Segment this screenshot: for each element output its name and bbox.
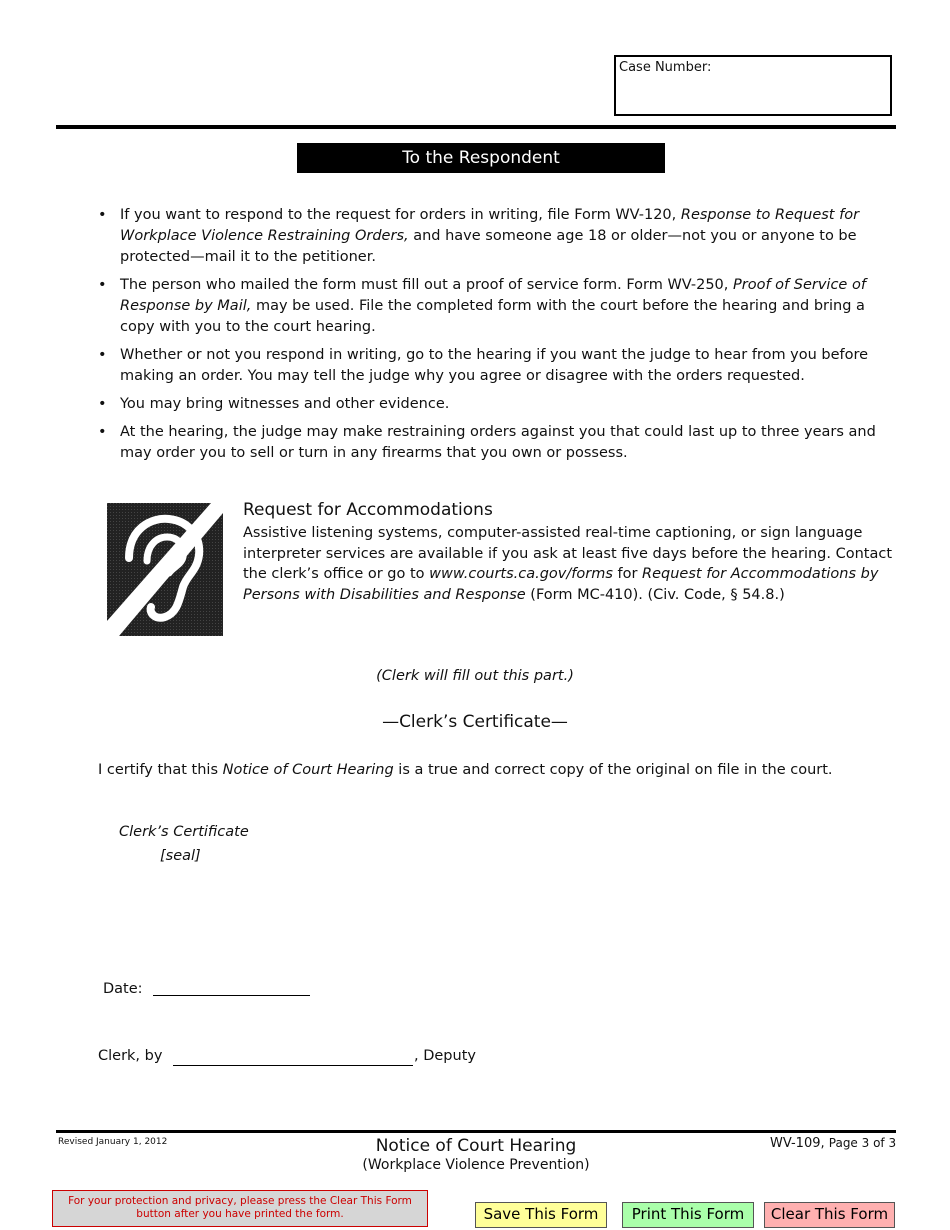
section-title: To the Respondent	[297, 143, 665, 173]
bullet-text: Whether or not you respond in writing, go to the hearing if you want the judge to hear from you before making an order. You may tell the judge why you agree or disagree with the orders requested.	[120, 347, 869, 384]
footer-subtitle: (Workplace Violence Prevention)	[362, 1157, 590, 1173]
accommodations-text: for	[612, 566, 643, 582]
footer-title: Notice of Court Hearing	[375, 1136, 577, 1156]
hearing-assistance-icon	[107, 503, 223, 636]
accommodations-text: Assistive listening systems, computer-assisted real-time captioning, or sign language interpreter services are available if you ask at least five days before the hearing. Contact the clerk’s office or go to	[243, 525, 893, 582]
cert-text: is a true and correct copy of the original on file in the court.	[393, 762, 833, 778]
bullet-text: may be used. File the completed form with the court before the hearing and bring a copy with you to the court hearing.	[120, 298, 865, 335]
seal-caption: Clerk’s Certificate	[119, 824, 249, 840]
date-field[interactable]	[153, 995, 310, 996]
form-id	[770, 1136, 896, 1151]
accommodations-text: (Form MC-410). (Civ. Code, § 54.8.)	[525, 586, 785, 603]
privacy-notice: For your protection and privacy, please press the Clear This Form button after you have printed the form.	[52, 1190, 428, 1227]
clerk-note: (Clerk will fill out this part.)	[376, 668, 574, 684]
seal-placeholder: [seal]	[160, 848, 201, 864]
clerk-signature-field[interactable]	[173, 1065, 413, 1066]
form-title-italic: Proof of Service of Response by Mail,	[120, 277, 866, 314]
list-item	[96, 345, 896, 387]
bullet-text: If you want to respond to the request for orders in writing, file Form WV-120,	[120, 207, 681, 223]
case-number-box[interactable]	[614, 55, 892, 116]
list-item	[96, 394, 896, 415]
accommodations-body	[243, 523, 893, 605]
bullet-text: You may bring witnesses and other evidence.	[120, 396, 450, 412]
bottom-rule	[56, 1130, 896, 1133]
list-item	[96, 275, 896, 338]
top-rule	[56, 125, 896, 129]
clear-form-button[interactable]: Clear This Form	[764, 1202, 895, 1228]
save-form-button[interactable]: Save This Form	[475, 1202, 607, 1228]
mc410-title: Request for Accommodations by Persons with Disabilities and Response	[243, 566, 879, 603]
clerk-by-label: Clerk, by	[98, 1048, 163, 1064]
list-item	[96, 205, 896, 268]
date-label: Date:	[103, 981, 143, 997]
form-number: WV-109,	[770, 1136, 825, 1151]
list-item	[96, 422, 896, 464]
form-title-italic: Response to Request for Workplace Violence Restraining Orders,	[120, 207, 860, 244]
bullet-text: At the hearing, the judge may make restraining orders against you that could last up to three years and may order you to sell or turn in any firearms that you own or possess.	[120, 424, 876, 461]
case-number-label: Case Number:	[619, 60, 712, 75]
cert-form-title: Notice of Court Hearing	[222, 762, 394, 778]
accommodations-title: Request for Accommodations	[243, 500, 493, 520]
bullet-text: The person who mailed the form must fill out a proof of service form. Form WV-250,	[120, 277, 733, 293]
clerk-certificate-heading: —Clerk’s Certificate—	[382, 712, 568, 732]
respondent-instructions	[96, 205, 896, 471]
courts-link[interactable]: www.courts.ca.gov/forms	[429, 566, 613, 582]
certification-statement	[98, 762, 833, 778]
cert-text: I certify that this	[98, 762, 223, 778]
bullet-text: and have someone age 18 or older—not you or anyone to be protected—mail it to the petitioner.	[120, 228, 857, 265]
deputy-label: , Deputy	[414, 1048, 476, 1064]
page-number: Page 3 of 3	[828, 1136, 897, 1150]
print-form-button[interactable]: Print This Form	[622, 1202, 754, 1228]
revised-date: Revised January 1, 2012	[58, 1137, 168, 1147]
